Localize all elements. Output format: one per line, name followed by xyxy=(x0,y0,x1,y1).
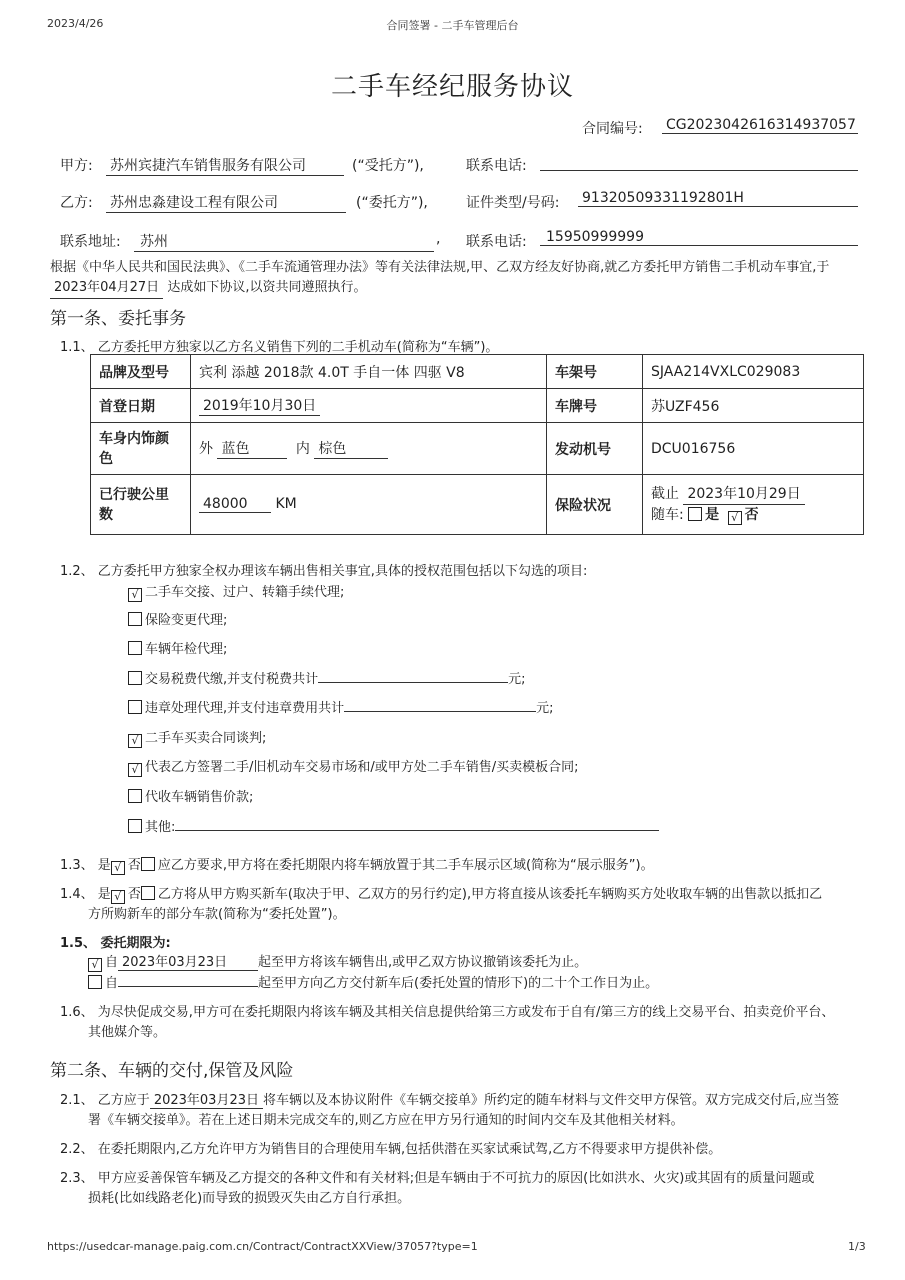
inner-prefix: 内 xyxy=(295,441,310,457)
option-3 xyxy=(128,667,526,687)
clause-1-6: 1.6、 为尽快促成交易,甲方可在委托期限内将该车辆及其相关信息提供给第三方或发布于自有/第三方的线上交易平台、拍卖竞价平台、 xyxy=(60,1005,835,1020)
option-0 xyxy=(128,581,344,602)
party-a-name: 苏州宾捷汽车销售服务有限公司 xyxy=(106,155,344,176)
party-b-label: 乙方: xyxy=(60,195,93,211)
vehicle-row-reg xyxy=(91,389,864,423)
party-b-role: (“委托方”), xyxy=(356,195,428,211)
with-car-no-label: 否 xyxy=(744,507,759,523)
insure-cell xyxy=(643,475,864,535)
clause-1-4-yes: 1.4、 是 xyxy=(60,887,111,902)
option-1-checkbox[interactable] xyxy=(128,612,142,626)
clause-1-4-text: 乙方将从甲方购买新车(取决于甲、乙双方的另行约定),甲方将直接从该委托车辆购买方处收取车辆的出售款以抵扣乙 xyxy=(157,887,823,902)
vehicle-info-table xyxy=(90,354,864,535)
term-option-2-from: 自 xyxy=(105,976,119,991)
clause-1-6-line-2: 其他媒介等。 xyxy=(88,1025,167,1040)
party-b-name: 苏州忠淼建设工程有限公司 xyxy=(106,192,346,213)
reg-date-cell xyxy=(191,389,547,423)
with-car-label: 随车: xyxy=(651,507,684,523)
option-8 xyxy=(128,815,659,835)
term-option-1-checkbox[interactable]: √ xyxy=(88,958,102,972)
clause-1-4 xyxy=(60,883,822,904)
footer-url: https://usedcar-manage.paig.com.cn/Contract/ContractXXView/37057?type=1 xyxy=(47,1240,478,1253)
insure-line-2 xyxy=(651,505,855,525)
clause-1-3-text: 应乙方要求,甲方将在委托期限内将车辆放置于其二手车展示区域(简称为“展示服务”)。 xyxy=(157,858,654,873)
party-a-phone xyxy=(540,155,858,171)
article-1-title: 第一条、委托事务 xyxy=(50,309,186,329)
option-2-text: 车辆年检代理; xyxy=(145,642,228,657)
party-b-addr-label: 联系地址: xyxy=(60,234,121,250)
clause-1-3-yes: 1.3、 是 xyxy=(60,858,111,873)
option-4-suffix: 元; xyxy=(536,701,554,716)
plate-value: 苏UZF456 xyxy=(643,389,864,423)
insure-prefix: 截止 xyxy=(651,486,679,502)
option-4 xyxy=(128,696,554,716)
clause-2-1 xyxy=(60,1089,839,1109)
term-start-date: 2023年03月23日 xyxy=(118,951,258,971)
brand-value: 宾利 添越 2018款 4.0T 手自一体 四驱 V8 xyxy=(191,355,547,389)
clause-1-4-line-2: 方所购新车的部分车款(简称为“委托处置”)。 xyxy=(88,907,346,922)
vin-label: 车架号 xyxy=(547,355,643,389)
mileage-label: 已行驶公里数 xyxy=(91,475,191,535)
preamble xyxy=(50,258,862,299)
engine-value: DCU016756 xyxy=(643,423,864,475)
clause-2-1-text-2: 将车辆以及本协议附件《车辆交接单》所约定的随车材料与文件交甲方保管。双方完成交付后,应当签 xyxy=(262,1093,840,1108)
preamble-date: 2023年04月27日 xyxy=(50,278,163,299)
option-8-text: 其他: xyxy=(145,820,176,835)
option-2-checkbox[interactable] xyxy=(128,641,142,655)
outer-color: 蓝色 xyxy=(217,438,287,459)
vehicle-row-color xyxy=(91,423,864,475)
print-page-title: 合同签署 - 二手车管理后台 xyxy=(386,19,519,32)
term-option-1-from: 自 xyxy=(105,955,119,970)
with-car-no-checkbox[interactable]: √ xyxy=(728,511,742,525)
plate-label: 车牌号 xyxy=(547,389,643,423)
preamble-text-1: 根据《中华人民共和国民法典》、《二手车流通管理办法》等有关法律法规,甲、乙双方经友好协商,就乙方委托甲方销售二手机动车事宜,于 xyxy=(50,260,830,275)
clause-1-5-title: 1.5、 委托期限为: xyxy=(60,936,171,951)
option-3-suffix: 元; xyxy=(508,672,526,687)
vehicle-row-mileage xyxy=(91,475,864,535)
party-b-phone-label: 联系电话: xyxy=(466,234,527,250)
party-a-phone-label: 联系电话: xyxy=(466,158,527,174)
option-3-text: 交易税费代缴,并支付税费共计 xyxy=(145,672,319,687)
insure-label: 保险状况 xyxy=(547,475,643,535)
term-option-2-date[interactable] xyxy=(118,971,258,987)
clause-1-5-option-2 xyxy=(88,971,658,991)
color-label: 车身内饰颜色 xyxy=(91,423,191,475)
party-b-addr-sep: , xyxy=(436,231,441,247)
option-6 xyxy=(128,756,579,777)
option-0-checkbox[interactable]: √ xyxy=(128,588,142,602)
option-6-text: 代表乙方签署二手/旧机动车交易市场和/或甲方处二手车销售/买卖模板合同; xyxy=(145,760,579,775)
option-5-checkbox[interactable]: √ xyxy=(128,734,142,748)
option-1 xyxy=(128,609,227,628)
preamble-text-2: 达成如下协议,以资共同遵照执行。 xyxy=(167,280,367,295)
footer-page: 1/3 xyxy=(848,1240,866,1253)
clause-2-2: 2.2、 在委托期限内,乙方允许甲方为销售目的合理使用车辆,包括供潜在买家试乘试驾,乙方不得要求甲方提供补偿。 xyxy=(60,1142,722,1157)
brand-label: 品牌及型号 xyxy=(91,355,191,389)
clause-2-1-line-2: 署《车辆交接单》。若在上述日期未完成交车的,则乙方应在甲方另行通知的时间内交车及其他相关材料。 xyxy=(88,1113,684,1128)
party-a-role: (“受托方”), xyxy=(352,158,424,174)
clause-1-3-yes-checkbox[interactable]: √ xyxy=(111,861,125,875)
clause-1-3 xyxy=(60,854,654,875)
mileage-cell xyxy=(191,475,547,535)
option-7-checkbox[interactable] xyxy=(128,789,142,803)
engine-label: 发动机号 xyxy=(547,423,643,475)
option-5 xyxy=(128,727,266,748)
clause-2-3: 2.3、 甲方应妥善保管车辆及乙方提交的各种文件和有关材料;但是车辆由于不可抗力的原因(比如洪水、火灾)或其固有的质量问题或 xyxy=(60,1171,815,1186)
clause-1-2: 1.2、 乙方委托甲方独家全权办理该车辆出售相关事宜,具体的授权范围包括以下勾选的项目: xyxy=(60,564,588,579)
clause-2-1-date: 2023年03月23日 xyxy=(150,1089,263,1109)
document-title: 二手车经纪服务协议 xyxy=(330,72,574,102)
party-b-id-label: 证件类型/号码: xyxy=(466,195,560,211)
article-2-title: 第二条、车辆的交付,保管及风险 xyxy=(50,1061,294,1081)
option-3-checkbox[interactable] xyxy=(128,671,142,685)
option-6-checkbox[interactable]: √ xyxy=(128,763,142,777)
option-4-checkbox[interactable] xyxy=(128,700,142,714)
option-8-checkbox[interactable] xyxy=(128,819,142,833)
outer-prefix: 外 xyxy=(199,441,213,457)
term-option-2-text: 起至甲方向乙方交付新车后(委托处置的情形下)的二十个工作日为止。 xyxy=(258,976,659,991)
contract-no-value: CG2023042616314937057 xyxy=(662,117,858,134)
clause-1-4-yes-checkbox[interactable]: √ xyxy=(111,890,125,904)
option-7-text: 代收车辆销售价款; xyxy=(145,790,254,805)
option-1-text: 保险变更代理; xyxy=(145,613,228,628)
vin-value: SJAA214VXLC029083 xyxy=(643,355,864,389)
clause-1-4-no: 否 xyxy=(127,887,141,902)
mileage-unit: KM xyxy=(275,496,297,512)
term-option-2-checkbox[interactable] xyxy=(88,975,102,989)
option-3-amount[interactable] xyxy=(318,667,508,683)
option-4-text: 违章处理代理,并支付违章费用共计 xyxy=(145,701,345,716)
option-0-text: 二手车交接、过户、转籍手续代理; xyxy=(145,585,345,600)
mileage-value: 48000 xyxy=(199,496,271,513)
party-b-id-no: 91320509331192801H xyxy=(578,190,858,207)
reg-date-value: 2019年10月30日 xyxy=(199,395,320,416)
vehicle-row-brand xyxy=(91,355,864,389)
clause-1-3-no-checkbox[interactable] xyxy=(141,857,155,871)
clause-1-5-option-1 xyxy=(88,951,587,972)
party-a-label: 甲方: xyxy=(60,158,93,174)
term-option-1-text: 起至甲方将该车辆售出,或甲乙双方协议撤销该委托为止。 xyxy=(258,955,588,970)
clause-1-4-no-checkbox[interactable] xyxy=(141,886,155,900)
option-8-other[interactable] xyxy=(175,815,659,831)
clause-1-3-no: 否 xyxy=(127,858,141,873)
clause-2-3-line-2: 损耗(比如线路老化)而导致的损毁灭失由乙方自行承担。 xyxy=(88,1191,411,1206)
with-car-yes-label: 是 xyxy=(705,507,720,523)
option-5-text: 二手车买卖合同谈判; xyxy=(145,731,267,746)
color-cell xyxy=(191,423,547,475)
inner-color: 棕色 xyxy=(314,438,388,459)
clause-2-1-text-1: 2.1、 乙方应于 xyxy=(60,1093,150,1108)
reg-date-label: 首登日期 xyxy=(91,389,191,423)
print-date: 2023/4/26 xyxy=(47,17,104,30)
clause-1-1: 1.1、 乙方委托甲方独家以乙方名义销售下列的二手机动车(简称为“车辆”)。 xyxy=(60,340,499,355)
party-b-addr: 苏州 xyxy=(134,231,434,252)
insure-date: 2023年10月29日 xyxy=(683,484,804,505)
contract-no-label: 合同编号: xyxy=(582,121,643,137)
party-b-phone: 15950999999 xyxy=(540,229,858,246)
option-2 xyxy=(128,638,227,657)
insure-line-1 xyxy=(651,484,855,505)
option-7 xyxy=(128,786,253,805)
with-car-yes-checkbox[interactable] xyxy=(688,507,702,521)
option-4-amount[interactable] xyxy=(344,696,536,712)
